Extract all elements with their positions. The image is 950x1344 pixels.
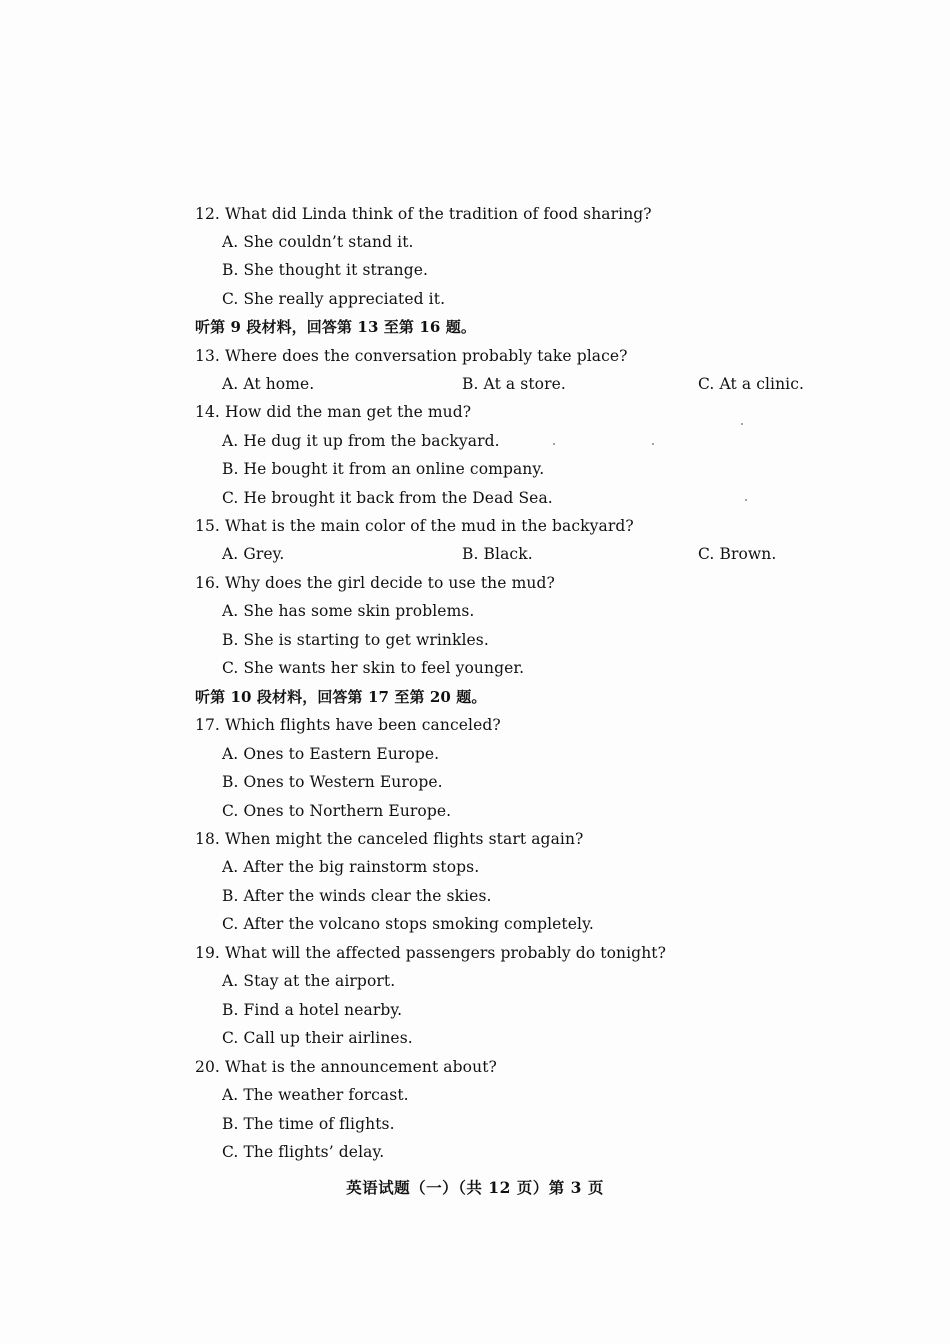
question-16: 16. Why does the girl decide to use the mud? xyxy=(195,574,555,592)
option-17a: A. Ones to Eastern Europe. xyxy=(222,745,440,763)
option-19a: A. Stay at the airport. xyxy=(222,972,396,990)
option-13b: B. At a store. xyxy=(462,375,566,393)
option-20a: A. The weather forcast. xyxy=(222,1086,409,1104)
section-header-9: 听第 9 段材料，回答第 13 至第 16 题。 xyxy=(195,318,476,336)
scan-speck xyxy=(741,423,743,425)
question-14: 14. How did the man get the mud? xyxy=(195,403,472,421)
question-12: 12. What did Linda think of the tradition of food sharing? xyxy=(195,205,652,223)
option-14c: C. He brought it back from the Dead Sea. xyxy=(222,489,553,507)
option-17b: B. Ones to Western Europe. xyxy=(222,773,443,791)
option-15b: B. Black. xyxy=(462,545,533,563)
page-footer: 英语试题（一）（共 12 页）第 3 页 xyxy=(346,1178,604,1197)
option-16c: C. She wants her skin to feel younger. xyxy=(222,659,525,677)
option-13a: A. At home. xyxy=(222,375,315,393)
option-20b: B. The time of flights. xyxy=(222,1115,395,1133)
option-16a: A. She has some skin problems. xyxy=(222,602,475,620)
option-20c: C. The flights’ delay. xyxy=(222,1143,385,1161)
option-12c: C. She really appreciated it. xyxy=(222,290,446,308)
option-18a: A. After the big rainstorm stops. xyxy=(222,858,480,876)
option-18b: B. After the winds clear the skies. xyxy=(222,887,492,905)
section-header-10: 听第 10 段材料，回答第 17 至第 20 题。 xyxy=(195,688,487,706)
question-15: 15. What is the main color of the mud in the backyard? xyxy=(195,517,634,535)
option-18c: C. After the volcano stops smoking completely. xyxy=(222,915,594,933)
option-19c: C. Call up their airlines. xyxy=(222,1029,413,1047)
question-13: 13. Where does the conversation probably take place? xyxy=(195,347,628,365)
question-19: 19. What will the affected passengers probably do tonight? xyxy=(195,944,667,962)
scan-speck xyxy=(652,443,654,445)
option-12a: A. She couldn’t stand it. xyxy=(222,233,414,251)
scan-speck xyxy=(553,443,555,445)
question-17: 17. Which flights have been canceled? xyxy=(195,716,501,734)
option-15c: C. Brown. xyxy=(698,545,777,563)
option-15a: A. Grey. xyxy=(222,545,285,563)
question-20: 20. What is the announcement about? xyxy=(195,1058,497,1076)
option-14b: B. He bought it from an online company. xyxy=(222,460,545,478)
option-12b: B. She thought it strange. xyxy=(222,261,429,279)
question-18: 18. When might the canceled flights start again? xyxy=(195,830,584,848)
option-19b: B. Find a hotel nearby. xyxy=(222,1001,403,1019)
scan-speck xyxy=(745,499,747,501)
option-16b: B. She is starting to get wrinkles. xyxy=(222,631,489,649)
option-13c: C. At a clinic. xyxy=(698,375,805,393)
option-17c: C. Ones to Northern Europe. xyxy=(222,802,452,820)
option-14a: A. He dug it up from the backyard. xyxy=(222,432,500,450)
